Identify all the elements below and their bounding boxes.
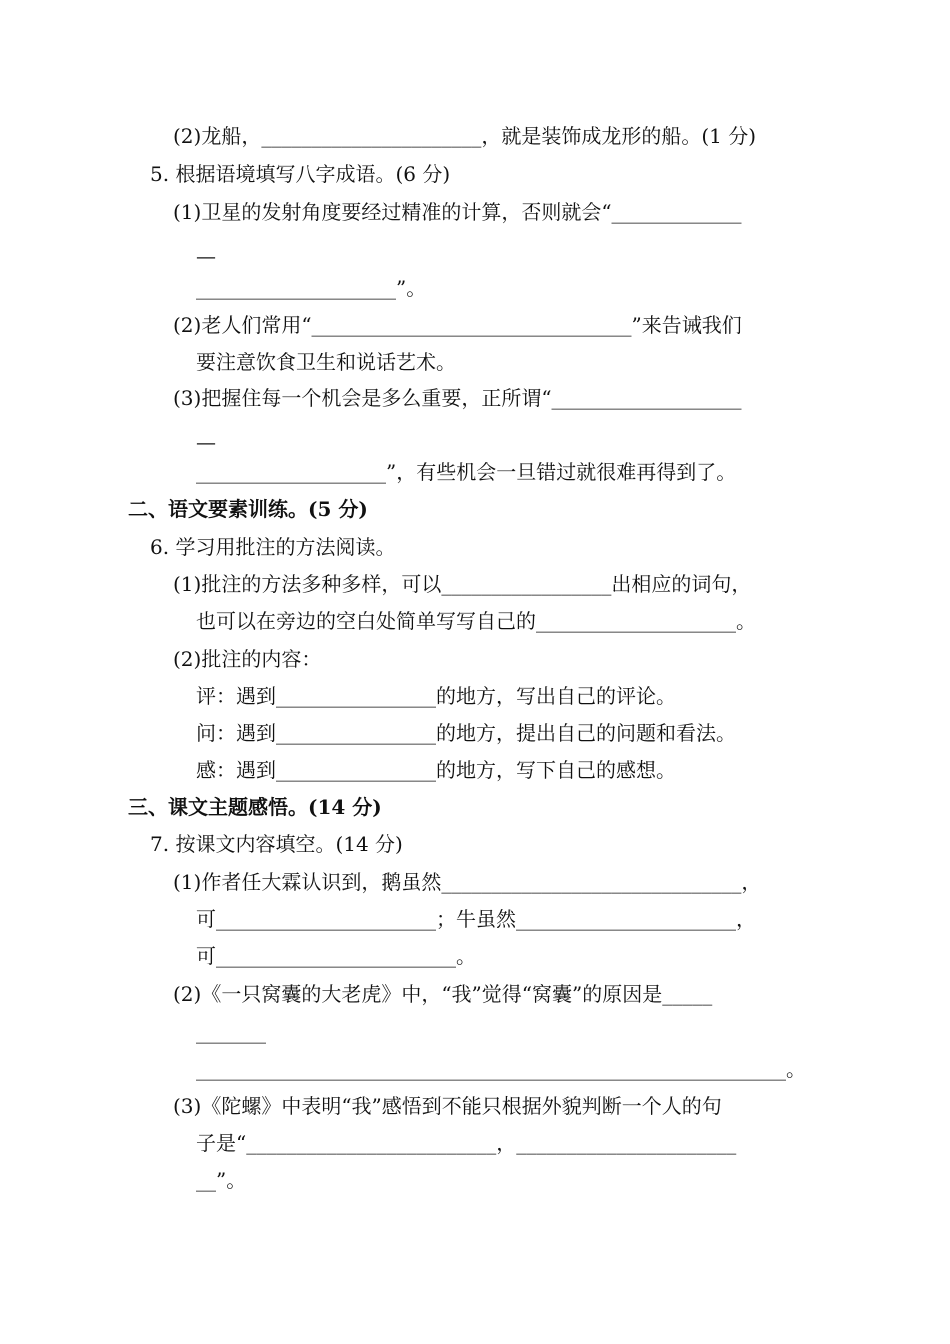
line-text: 可________________________。	[196, 944, 476, 968]
line-q6-title	[150, 533, 395, 561]
line-text: —	[196, 244, 216, 268]
line-text: 可______________________；牛虽然______________________，	[196, 907, 756, 931]
line-q7-2-cont1	[196, 1018, 266, 1046]
line-q6-1-cont	[196, 607, 756, 635]
line-q5-1-cont	[196, 274, 426, 302]
line-q5-1-dash	[196, 242, 216, 270]
line-text: (2)老人们常用“________________________________”来告诫我们	[173, 313, 742, 337]
line-q7-title	[150, 830, 403, 858]
line-q7-1-cont1	[196, 905, 756, 933]
line-q7-3	[173, 1092, 722, 1120]
line-q5-1	[173, 198, 742, 226]
line-q5-title	[150, 160, 450, 188]
line-q4-2	[173, 122, 756, 150]
line-q5-3	[173, 384, 742, 412]
line-text: 也可以在旁边的空白处简单写写自己的____________________。	[196, 609, 756, 633]
line-q5-3-dash	[196, 428, 216, 456]
line-text: __”。	[196, 1168, 247, 1192]
line-text: 要注意饮食卫生和说话艺术。	[196, 350, 456, 374]
line-text: 5. 根据语境填写八字成语。(6 分)	[150, 162, 451, 186]
line-q7-1-cont2	[196, 942, 476, 970]
line-text: —	[196, 430, 216, 454]
line-text: (2)《一只窝囊的大老虎》中，“我”觉得“窝囊”的原因是_____	[173, 982, 713, 1006]
line-text: 问：遇到________________的地方，提出自己的问题和看法。	[196, 721, 736, 745]
line-text: 感：遇到________________的地方，写下自己的感想。	[196, 758, 676, 782]
line-text: 6. 学习用批注的方法阅读。	[150, 535, 396, 559]
line-text: ___________________________________________________________。	[196, 1057, 806, 1081]
line-q5-2	[173, 311, 742, 339]
line-q7-3-cont1	[196, 1129, 736, 1157]
line-text: (2)龙船，______________________，就是装饰成龙形的船。(1 分)	[173, 124, 757, 148]
line-q6-2	[173, 645, 321, 673]
line-text: 评：遇到________________的地方，写出自己的评论。	[196, 684, 676, 708]
line-text: (1)批注的方法多种多样，可以_________________出相应的词句，	[173, 572, 752, 596]
line-text: (1)作者任大霖认识到，鹅虽然______________________________，	[173, 870, 762, 894]
line-text: ____________________”。	[196, 276, 427, 300]
line-q7-2-cont2	[196, 1055, 806, 1083]
line-text: 子是“_________________________，______________________	[196, 1131, 737, 1155]
line-text: (3)把握住每一个机会是多么重要，正所谓“___________________	[173, 386, 742, 410]
line-text: 7. 按课文内容填空。(14 分)	[150, 832, 403, 856]
line-text: (1)卫星的发射角度要经过精准的计算，否则就会“_____________	[173, 200, 742, 224]
line-q7-1	[173, 868, 761, 896]
line-q6-2-wen	[196, 719, 736, 747]
line-text: _______	[196, 1020, 266, 1044]
line-text: ___________________”，有些机会一旦错过就很难再得到了。	[196, 460, 737, 484]
line-text: 二、语文要素训练。(5 分)	[128, 497, 368, 521]
line-q7-2	[173, 980, 712, 1008]
line-text: (2)批注的内容：	[173, 647, 322, 671]
line-q5-3-cont	[196, 458, 736, 486]
section-3-heading	[128, 793, 382, 821]
line-text: (3)《陀螺》中表明“我”感悟到不能只根据外貌判断一个人的句	[173, 1094, 722, 1118]
section-2-heading	[128, 495, 368, 523]
line-q6-2-ping	[196, 682, 676, 710]
line-q5-2-cont	[196, 348, 456, 376]
line-q6-1	[173, 570, 751, 598]
line-q7-3-cont2	[196, 1166, 246, 1194]
line-q6-2-gan	[196, 756, 676, 784]
line-text: 三、课文主题感悟。(14 分)	[128, 795, 382, 819]
